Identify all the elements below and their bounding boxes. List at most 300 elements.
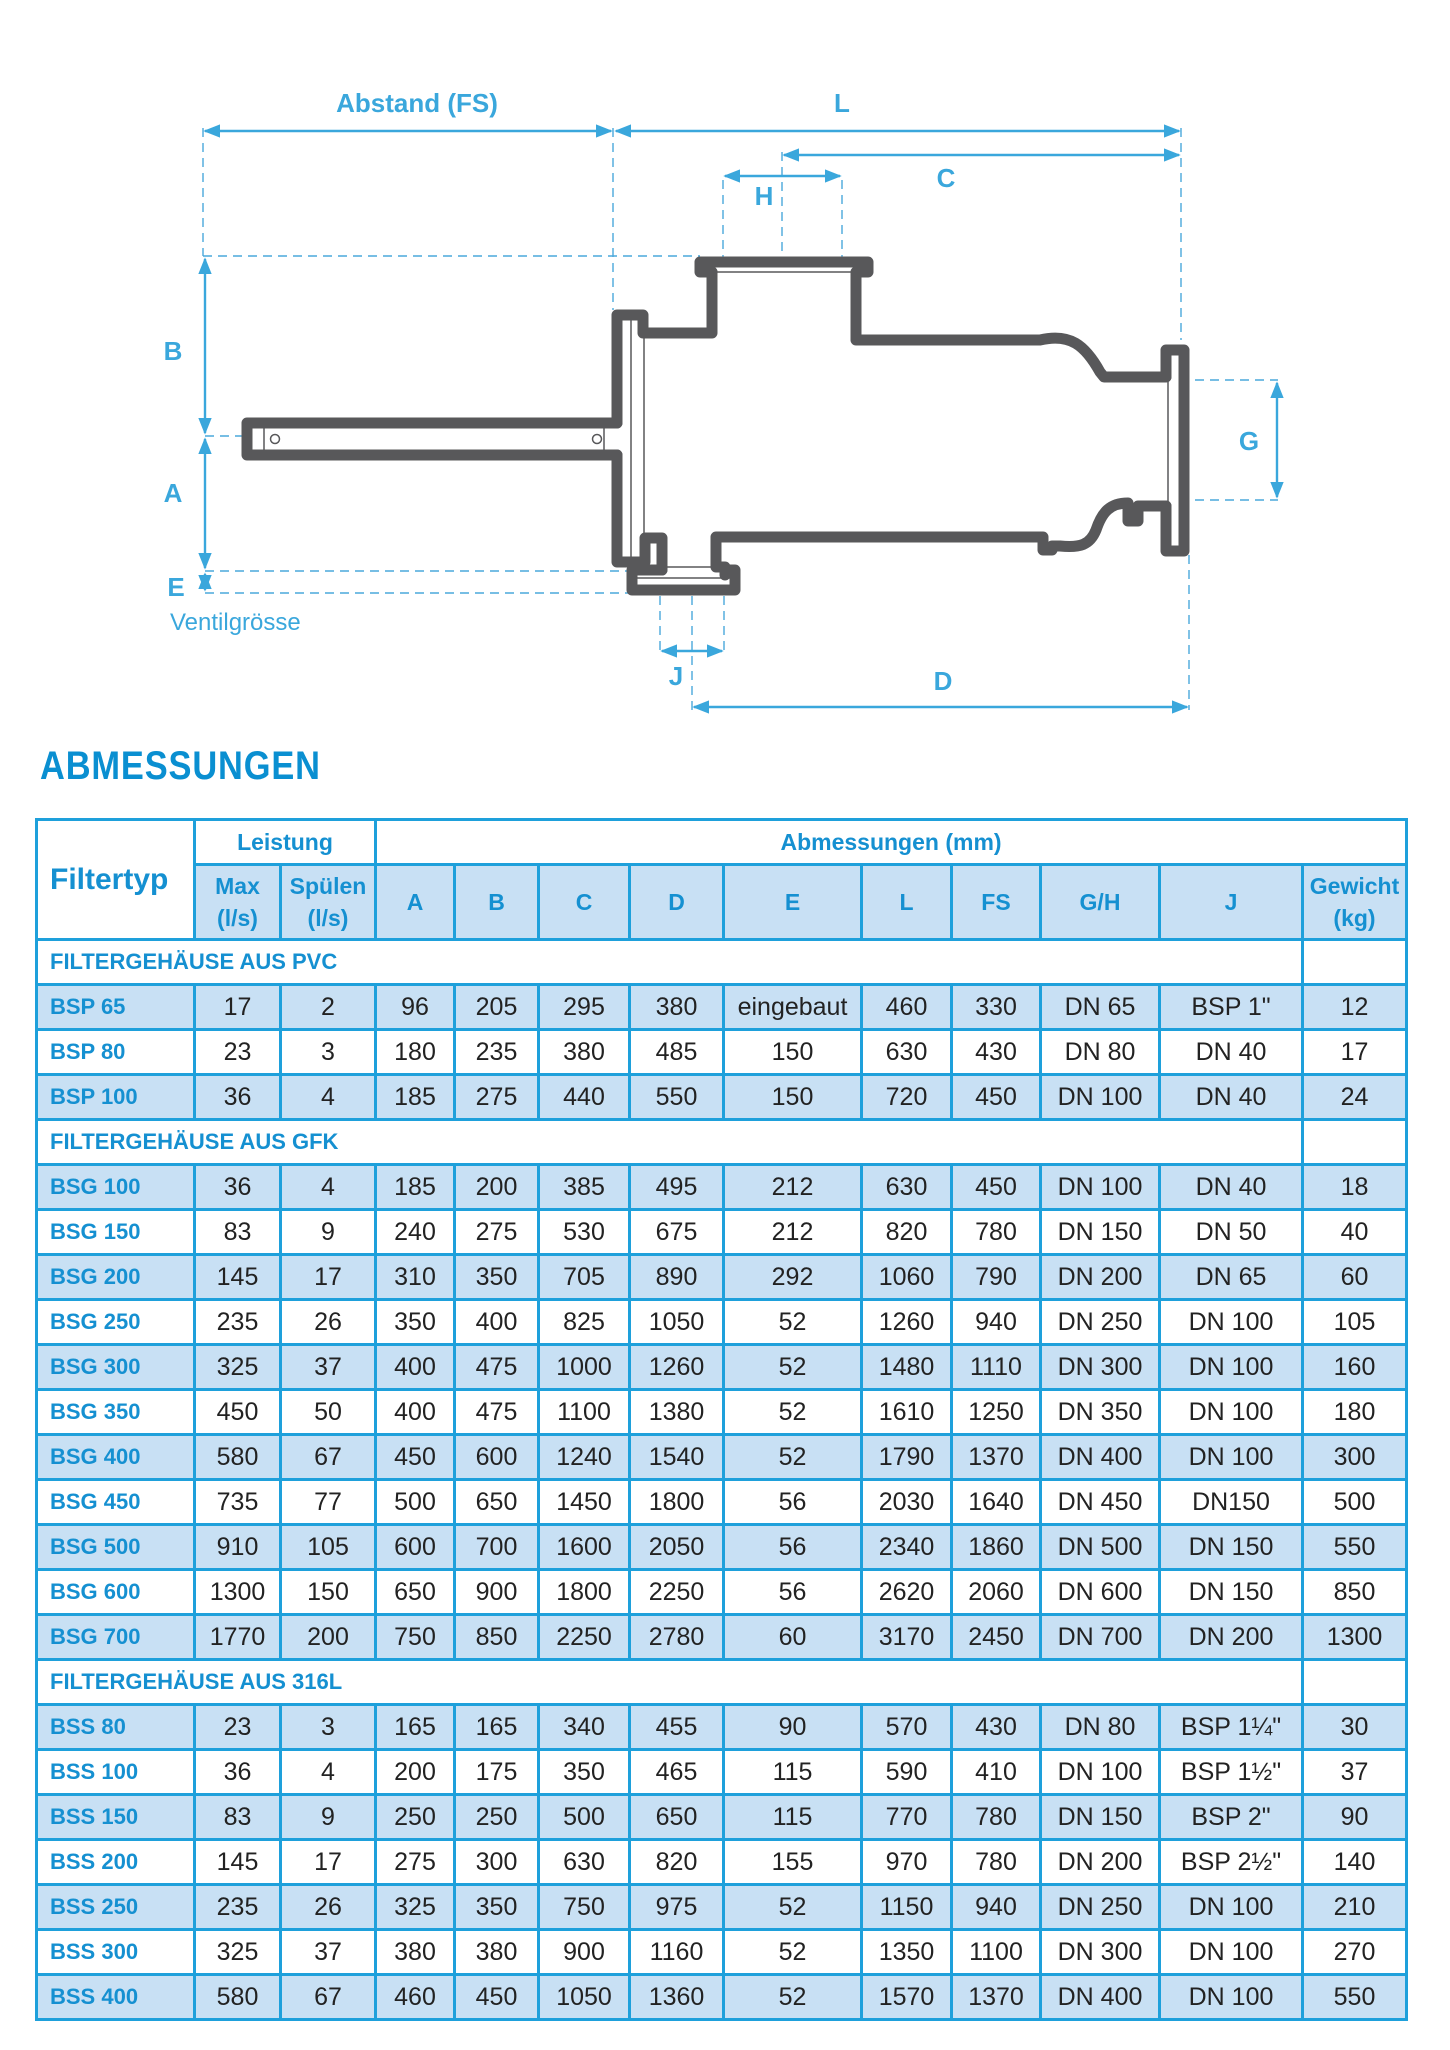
cell-spuelen: 150: [281, 1570, 376, 1615]
cell-b: 475: [455, 1345, 539, 1390]
cell-b: 250: [455, 1795, 539, 1840]
cell-max: 1770: [195, 1615, 281, 1660]
cell-d: 2050: [630, 1525, 724, 1570]
cell-gh: DN 450: [1041, 1480, 1160, 1525]
cell-fs: 330: [952, 985, 1041, 1030]
cell-max: 325: [195, 1930, 281, 1975]
cell-e: 56: [724, 1525, 862, 1570]
cell-gh: DN 400: [1041, 1435, 1160, 1480]
cell-c: 295: [539, 985, 630, 1030]
cell-b: 350: [455, 1885, 539, 1930]
cell-d: 675: [630, 1210, 724, 1255]
section-title: ABMESSUNGEN: [40, 744, 321, 788]
cell-d: 485: [630, 1030, 724, 1075]
cell-a: 500: [376, 1480, 455, 1525]
header-col-l: L: [862, 865, 952, 940]
section-empty-cell: [1303, 1120, 1407, 1165]
table-row: [37, 985, 1407, 1030]
cell-c: 340: [539, 1705, 630, 1750]
cell-spuelen: 37: [281, 1930, 376, 1975]
label-c: C: [936, 163, 956, 193]
cell-l: 1350: [862, 1930, 952, 1975]
cell-fs: 780: [952, 1840, 1041, 1885]
table-row: [37, 1390, 1407, 1435]
cell-l: 2620: [862, 1570, 952, 1615]
table-row: [37, 1345, 1407, 1390]
header-filtertyp: Filtertyp: [37, 820, 195, 940]
cell-e: 52: [724, 1435, 862, 1480]
cell-a: 325: [376, 1885, 455, 1930]
cell-fs: 780: [952, 1210, 1041, 1255]
cell-gh: DN 200: [1041, 1255, 1160, 1300]
table-row: [37, 1705, 1407, 1750]
cell-l: 1060: [862, 1255, 952, 1300]
cell-c: 750: [539, 1885, 630, 1930]
cell-gh: DN 150: [1041, 1210, 1160, 1255]
cell-a: 600: [376, 1525, 455, 1570]
cell-type: BSG 700: [37, 1615, 195, 1660]
cell-gewicht: 37: [1303, 1750, 1407, 1795]
header-spuelen: [281, 865, 376, 940]
label-d: D: [933, 666, 953, 696]
cell-l: 2340: [862, 1525, 952, 1570]
cell-spuelen: 17: [281, 1255, 376, 1300]
cell-a: 400: [376, 1345, 455, 1390]
cell-max: 580: [195, 1975, 281, 2020]
section-row: [37, 1120, 1407, 1165]
table-body: [37, 940, 1407, 2020]
cell-type: BSS 300: [37, 1930, 195, 1975]
table-row: [37, 1750, 1407, 1795]
cell-b: 275: [455, 1210, 539, 1255]
cell-spuelen: 77: [281, 1480, 376, 1525]
header-abmessungen: Abmessungen (mm): [376, 820, 1407, 865]
cell-spuelen: 26: [281, 1885, 376, 1930]
cell-e: 52: [724, 1390, 862, 1435]
section-empty-cell: [1303, 940, 1407, 985]
cell-d: 465: [630, 1750, 724, 1795]
cell-fs: 780: [952, 1795, 1041, 1840]
cell-gh: DN 600: [1041, 1570, 1160, 1615]
cell-type: BSG 300: [37, 1345, 195, 1390]
cell-gh: DN 300: [1041, 1930, 1160, 1975]
cell-max: 83: [195, 1795, 281, 1840]
header-spuelen-unit: (l/s): [307, 905, 349, 931]
cell-l: 3170: [862, 1615, 952, 1660]
cell-gh: DN 250: [1041, 1300, 1160, 1345]
cell-fs: 430: [952, 1030, 1041, 1075]
table-row: [37, 1795, 1407, 1840]
cell-b: 400: [455, 1300, 539, 1345]
cell-j: DN 50: [1160, 1210, 1303, 1255]
cell-a: 240: [376, 1210, 455, 1255]
cell-d: 455: [630, 1705, 724, 1750]
cell-b: 275: [455, 1075, 539, 1120]
cell-d: 1260: [630, 1345, 724, 1390]
header-gewicht: [1303, 865, 1407, 940]
cell-max: 23: [195, 1030, 281, 1075]
cell-c: 1450: [539, 1480, 630, 1525]
header-spuelen-label: Spülen: [289, 873, 367, 899]
cell-gh: DN 400: [1041, 1975, 1160, 2020]
table-row: [37, 1480, 1407, 1525]
cell-gewicht: 550: [1303, 1525, 1407, 1570]
cell-max: 325: [195, 1345, 281, 1390]
cell-gh: DN 150: [1041, 1795, 1160, 1840]
cell-spuelen: 3: [281, 1705, 376, 1750]
cell-c: 2250: [539, 1615, 630, 1660]
cell-e: eingebaut: [724, 985, 862, 1030]
cell-j: DN 100: [1160, 1390, 1303, 1435]
cell-max: 450: [195, 1390, 281, 1435]
cell-a: 460: [376, 1975, 455, 2020]
table-row: [37, 1030, 1407, 1075]
cell-c: 350: [539, 1750, 630, 1795]
cell-l: 1480: [862, 1345, 952, 1390]
cell-gewicht: 40: [1303, 1210, 1407, 1255]
cell-max: 17: [195, 985, 281, 1030]
cell-fs: 1250: [952, 1390, 1041, 1435]
table-row: [37, 1525, 1407, 1570]
label-a: A: [163, 478, 183, 508]
cell-j: DN 150: [1160, 1570, 1303, 1615]
cell-gewicht: 90: [1303, 1795, 1407, 1840]
cell-spuelen: 3: [281, 1030, 376, 1075]
cell-a: 380: [376, 1930, 455, 1975]
cell-d: 1540: [630, 1435, 724, 1480]
cell-l: 630: [862, 1030, 952, 1075]
cell-gh: DN 700: [1041, 1615, 1160, 1660]
label-j: J: [668, 661, 684, 691]
cell-c: 440: [539, 1075, 630, 1120]
cell-fs: 1110: [952, 1345, 1041, 1390]
cell-max: 36: [195, 1075, 281, 1120]
cell-j: BSP 2": [1160, 1795, 1303, 1840]
cell-d: 1160: [630, 1930, 724, 1975]
cell-gewicht: 300: [1303, 1435, 1407, 1480]
label-h: H: [754, 181, 774, 211]
header-col-b: B: [455, 865, 539, 940]
cell-l: 570: [862, 1705, 952, 1750]
cell-type: BSS 100: [37, 1750, 195, 1795]
hole-icon: [271, 435, 280, 444]
cell-b: 450: [455, 1975, 539, 2020]
table-row: [37, 1615, 1407, 1660]
cell-j: BSP 1½": [1160, 1750, 1303, 1795]
cell-type: BSG 250: [37, 1300, 195, 1345]
cell-gh: DN 200: [1041, 1840, 1160, 1885]
cell-a: 96: [376, 985, 455, 1030]
cell-spuelen: 4: [281, 1165, 376, 1210]
cell-a: 310: [376, 1255, 455, 1300]
cell-type: BSG 150: [37, 1210, 195, 1255]
cell-max: 235: [195, 1300, 281, 1345]
label-g: G: [1238, 426, 1260, 456]
cell-d: 380: [630, 985, 724, 1030]
cell-fs: 1860: [952, 1525, 1041, 1570]
cell-fs: 1100: [952, 1930, 1041, 1975]
section-row: [37, 1660, 1407, 1705]
cell-gewicht: 210: [1303, 1885, 1407, 1930]
cell-max: 735: [195, 1480, 281, 1525]
cell-type: BSP 100: [37, 1075, 195, 1120]
cell-l: 460: [862, 985, 952, 1030]
cell-gewicht: 180: [1303, 1390, 1407, 1435]
header-max: [195, 865, 281, 940]
cell-gewicht: 24: [1303, 1075, 1407, 1120]
cell-d: 495: [630, 1165, 724, 1210]
cell-a: 750: [376, 1615, 455, 1660]
header-col-j: J: [1160, 865, 1303, 940]
cell-a: 185: [376, 1075, 455, 1120]
cell-j: DN 40: [1160, 1075, 1303, 1120]
cell-l: 2030: [862, 1480, 952, 1525]
cell-fs: 2060: [952, 1570, 1041, 1615]
cell-b: 175: [455, 1750, 539, 1795]
cell-fs: 1640: [952, 1480, 1041, 1525]
cell-l: 720: [862, 1075, 952, 1120]
cell-c: 825: [539, 1300, 630, 1345]
header-max-unit: (l/s): [217, 905, 258, 931]
cell-gh: DN 80: [1041, 1030, 1160, 1075]
cell-max: 23: [195, 1705, 281, 1750]
table-row: [37, 1210, 1407, 1255]
cell-d: 550: [630, 1075, 724, 1120]
cell-e: 52: [724, 1975, 862, 2020]
table-row: [37, 1930, 1407, 1975]
cell-spuelen: 67: [281, 1435, 376, 1480]
hole-icon: [593, 435, 602, 444]
cell-c: 1240: [539, 1435, 630, 1480]
cell-gewicht: 1300: [1303, 1615, 1407, 1660]
header-col-e: E: [724, 865, 862, 940]
cell-gh: DN 250: [1041, 1885, 1160, 1930]
cell-d: 2780: [630, 1615, 724, 1660]
cell-e: 52: [724, 1930, 862, 1975]
cell-gewicht: 17: [1303, 1030, 1407, 1075]
table-row: [37, 1435, 1407, 1480]
cell-j: DN 40: [1160, 1165, 1303, 1210]
cell-e: 115: [724, 1750, 862, 1795]
cell-fs: 2450: [952, 1615, 1041, 1660]
table-row: [37, 1300, 1407, 1345]
cell-spuelen: 50: [281, 1390, 376, 1435]
section-title-cell: FILTERGEHÄUSE AUS PVC: [37, 940, 1303, 985]
cell-e: 150: [724, 1075, 862, 1120]
cell-l: 1260: [862, 1300, 952, 1345]
label-fs: Abstand (FS): [336, 88, 498, 118]
header-leistung: Leistung: [195, 820, 376, 865]
cell-max: 83: [195, 1210, 281, 1255]
cell-fs: 940: [952, 1885, 1041, 1930]
cell-type: BSP 65: [37, 985, 195, 1030]
cell-b: 300: [455, 1840, 539, 1885]
cell-e: 155: [724, 1840, 862, 1885]
cell-gh: DN 65: [1041, 985, 1160, 1030]
cell-e: 115: [724, 1795, 862, 1840]
header-gewicht-label: Gewicht: [1309, 873, 1400, 899]
cell-b: 200: [455, 1165, 539, 1210]
cell-max: 36: [195, 1750, 281, 1795]
cell-c: 530: [539, 1210, 630, 1255]
cell-l: 770: [862, 1795, 952, 1840]
cell-l: 1610: [862, 1390, 952, 1435]
cell-d: 2250: [630, 1570, 724, 1615]
cell-a: 275: [376, 1840, 455, 1885]
section-row: [37, 940, 1407, 985]
cell-j: DN 100: [1160, 1885, 1303, 1930]
cell-b: 600: [455, 1435, 539, 1480]
cell-e: 150: [724, 1030, 862, 1075]
section-title-cell: FILTERGEHÄUSE AUS 316L: [37, 1660, 1303, 1705]
cell-c: 1000: [539, 1345, 630, 1390]
cell-l: 630: [862, 1165, 952, 1210]
cell-type: BSP 80: [37, 1030, 195, 1075]
cell-j: DN 100: [1160, 1345, 1303, 1390]
cell-spuelen: 37: [281, 1345, 376, 1390]
cell-b: 475: [455, 1390, 539, 1435]
cell-gewicht: 30: [1303, 1705, 1407, 1750]
cell-fs: 1370: [952, 1435, 1041, 1480]
cell-j: DN 200: [1160, 1615, 1303, 1660]
cell-b: 650: [455, 1480, 539, 1525]
cell-b: 235: [455, 1030, 539, 1075]
table-row: [37, 1975, 1407, 2020]
table-row: [37, 1885, 1407, 1930]
cell-c: 500: [539, 1795, 630, 1840]
cell-e: 52: [724, 1300, 862, 1345]
cell-c: 1050: [539, 1975, 630, 2020]
cell-fs: 450: [952, 1075, 1041, 1120]
cell-spuelen: 17: [281, 1840, 376, 1885]
cell-c: 385: [539, 1165, 630, 1210]
cell-j: DN 150: [1160, 1525, 1303, 1570]
housing-outline: [247, 262, 1184, 590]
cell-spuelen: 26: [281, 1300, 376, 1345]
cell-fs: 430: [952, 1705, 1041, 1750]
cell-fs: 410: [952, 1750, 1041, 1795]
cell-j: DN 65: [1160, 1255, 1303, 1300]
cell-j: DN 100: [1160, 1435, 1303, 1480]
cell-type: BSG 400: [37, 1435, 195, 1480]
cell-b: 850: [455, 1615, 539, 1660]
cell-j: DN150: [1160, 1480, 1303, 1525]
cell-type: BSG 100: [37, 1165, 195, 1210]
cell-d: 1360: [630, 1975, 724, 2020]
cell-gh: DN 500: [1041, 1525, 1160, 1570]
cell-j: DN 40: [1160, 1030, 1303, 1075]
cell-gewicht: 550: [1303, 1975, 1407, 2020]
header-col-fs: FS: [952, 865, 1041, 940]
cell-a: 185: [376, 1165, 455, 1210]
cell-type: BSG 500: [37, 1525, 195, 1570]
cell-gewicht: 270: [1303, 1930, 1407, 1975]
cell-d: 1380: [630, 1390, 724, 1435]
cell-b: 380: [455, 1930, 539, 1975]
cell-gh: DN 350: [1041, 1390, 1160, 1435]
cell-c: 900: [539, 1930, 630, 1975]
cell-d: 1800: [630, 1480, 724, 1525]
cell-l: 1570: [862, 1975, 952, 2020]
cell-e: 292: [724, 1255, 862, 1300]
cell-max: 36: [195, 1165, 281, 1210]
cell-a: 650: [376, 1570, 455, 1615]
cell-spuelen: 2: [281, 985, 376, 1030]
cell-c: 380: [539, 1030, 630, 1075]
table-row: [37, 1840, 1407, 1885]
header-gewicht-unit: (kg): [1333, 905, 1376, 931]
cell-spuelen: 67: [281, 1975, 376, 2020]
section-title-cell: FILTERGEHÄUSE AUS GFK: [37, 1120, 1303, 1165]
cell-l: 820: [862, 1210, 952, 1255]
cell-e: 212: [724, 1210, 862, 1255]
cell-spuelen: 200: [281, 1615, 376, 1660]
cell-fs: 1370: [952, 1975, 1041, 2020]
cell-gewicht: 850: [1303, 1570, 1407, 1615]
label-b: B: [163, 336, 183, 366]
cell-e: 56: [724, 1570, 862, 1615]
cell-j: DN 100: [1160, 1930, 1303, 1975]
cell-c: 1100: [539, 1390, 630, 1435]
cell-a: 250: [376, 1795, 455, 1840]
cell-gh: DN 100: [1041, 1075, 1160, 1120]
cell-spuelen: 4: [281, 1750, 376, 1795]
cell-type: BSS 400: [37, 1975, 195, 2020]
cell-a: 165: [376, 1705, 455, 1750]
section-empty-cell: [1303, 1660, 1407, 1705]
dimensions-table: [35, 818, 1408, 2021]
cell-l: 1790: [862, 1435, 952, 1480]
cell-j: DN 100: [1160, 1975, 1303, 2020]
cell-e: 52: [724, 1885, 862, 1930]
cell-gh: DN 300: [1041, 1345, 1160, 1390]
cell-gewicht: 12: [1303, 985, 1407, 1030]
cell-type: BSG 450: [37, 1480, 195, 1525]
cell-max: 580: [195, 1435, 281, 1480]
cell-b: 165: [455, 1705, 539, 1750]
table-row: [37, 1165, 1407, 1210]
cell-type: BSG 200: [37, 1255, 195, 1300]
cell-gewicht: 105: [1303, 1300, 1407, 1345]
cell-type: BSG 600: [37, 1570, 195, 1615]
label-e: E: [167, 572, 185, 602]
cell-e: 56: [724, 1480, 862, 1525]
header-col-a: A: [376, 865, 455, 940]
cell-e: 52: [724, 1345, 862, 1390]
cell-gewicht: 500: [1303, 1480, 1407, 1525]
cell-j: DN 100: [1160, 1300, 1303, 1345]
cell-a: 400: [376, 1390, 455, 1435]
table-row: [37, 1570, 1407, 1615]
cell-gh: DN 80: [1041, 1705, 1160, 1750]
cell-j: BSP 1": [1160, 985, 1303, 1030]
cell-spuelen: 105: [281, 1525, 376, 1570]
cell-type: BSS 80: [37, 1705, 195, 1750]
cell-l: 1150: [862, 1885, 952, 1930]
cell-e: 90: [724, 1705, 862, 1750]
header-col-d: D: [630, 865, 724, 940]
cell-d: 650: [630, 1795, 724, 1840]
cell-c: 705: [539, 1255, 630, 1300]
cell-d: 975: [630, 1885, 724, 1930]
cell-c: 1600: [539, 1525, 630, 1570]
cell-spuelen: 9: [281, 1210, 376, 1255]
cell-max: 235: [195, 1885, 281, 1930]
cell-j: BSP 2½": [1160, 1840, 1303, 1885]
cell-type: BSS 250: [37, 1885, 195, 1930]
cell-type: BSS 150: [37, 1795, 195, 1840]
cell-b: 350: [455, 1255, 539, 1300]
